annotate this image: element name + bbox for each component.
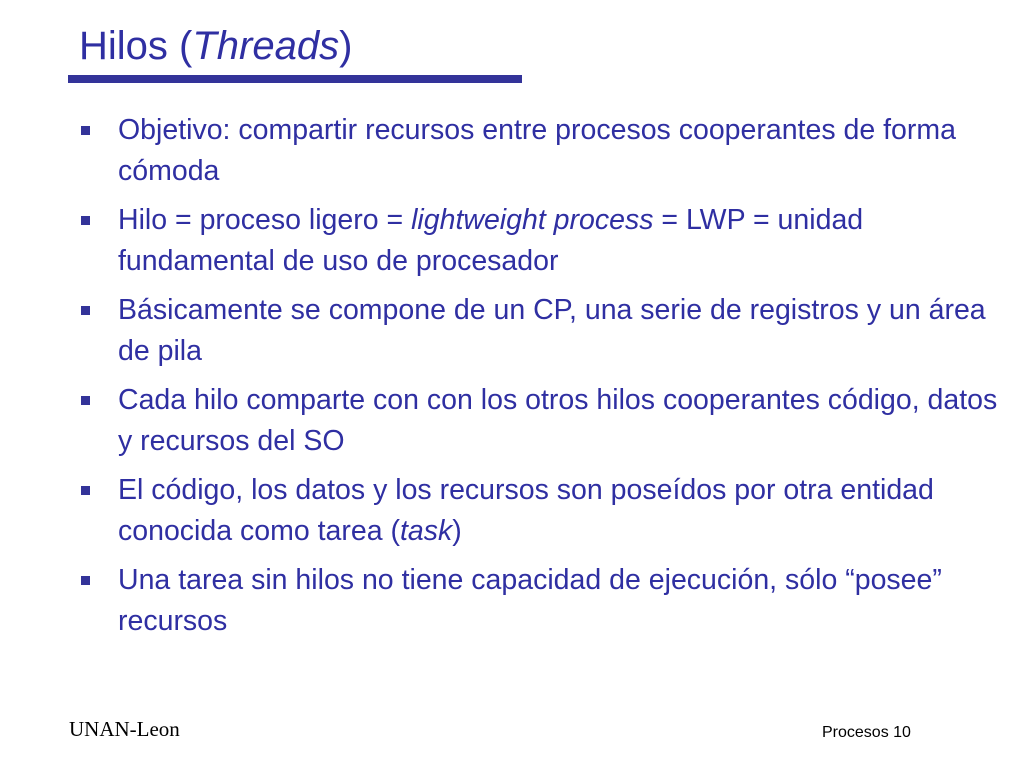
- bullet-text: Cada hilo comparte con con los otros hilos cooperantes código, datos y recursos del SO: [118, 384, 998, 457]
- footer-slide-number: Procesos 10: [822, 724, 911, 741]
- bullet-item: [79, 290, 999, 372]
- bullet-text-tail: ): [452, 515, 462, 547]
- square-bullet-icon: [81, 486, 90, 495]
- footer-organization: UNAN-Leon: [69, 717, 180, 741]
- bullet-item: [79, 560, 999, 642]
- bullet-list: [79, 110, 999, 650]
- bullet-item: [79, 200, 999, 282]
- bullet-italic-text: task: [399, 515, 453, 547]
- title-prefix: Hilos (: [79, 24, 193, 68]
- bullet-text: Hilo = proceso ligero =: [118, 204, 412, 236]
- bullet-item: [79, 470, 999, 552]
- bullet-text: Una tarea sin hilos no tiene capacidad de ejecución, sólo “posee” recursos: [118, 564, 942, 637]
- bullet-text: Objetivo: compartir recursos entre procesos cooperantes de forma cómoda: [118, 114, 956, 187]
- title-suffix: ): [339, 24, 353, 68]
- bullet-item: [79, 380, 999, 462]
- square-bullet-icon: [81, 576, 90, 585]
- title-italic: Threads: [192, 24, 340, 68]
- title-underline: [68, 75, 522, 83]
- slide-title: [79, 22, 352, 70]
- square-bullet-icon: [81, 126, 90, 135]
- bullet-text-tail: = LWP = unidad fundamental de uso de procesador: [118, 204, 864, 277]
- bullet-italic-text: lightweight process: [411, 204, 654, 236]
- bullet-text: Básicamente se compone de un CP, una serie de registros y un área de pila: [118, 294, 986, 367]
- square-bullet-icon: [81, 396, 90, 405]
- bullet-item: [79, 110, 999, 192]
- square-bullet-icon: [81, 306, 90, 315]
- bullet-text: El código, los datos y los recursos son poseídos por otra entidad conocida como tarea (: [118, 474, 934, 547]
- square-bullet-icon: [81, 216, 90, 225]
